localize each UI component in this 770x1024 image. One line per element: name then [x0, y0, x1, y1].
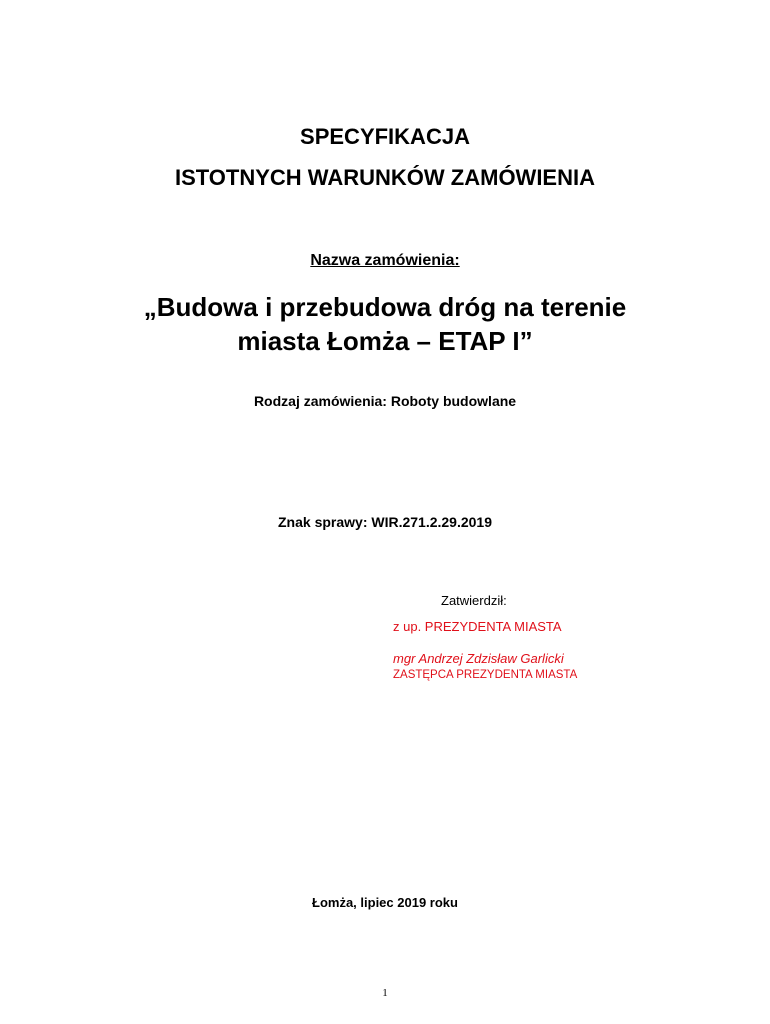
signatory-role: ZASTĘPCA PREZYDENTA MIASTA [393, 669, 578, 681]
order-type: Rodzaj zamówienia: Roboty budowlane [253, 393, 517, 409]
order-name-label: Nazwa zamówienia: [310, 252, 460, 269]
order-name [0, 290, 770, 358]
order-name-line-1: „Budowa i przebudowa dróg na terenie [143, 292, 627, 322]
document-title-line-2: ISTOTNYCH WARUNKÓW ZAMÓWIENIA [174, 165, 595, 190]
document-title-line-1: SPECYFIKACJA [300, 124, 470, 149]
order-name-line-2: miasta Łomża – ETAP I” [237, 326, 533, 356]
page-number: 1 [382, 987, 388, 999]
signatory-name: mgr Andrzej Zdzisław Garlicki [393, 651, 564, 666]
place-date: Łomża, lipiec 2019 roku [312, 895, 458, 910]
approved-by-label: Zatwierdził: [441, 593, 507, 608]
on-behalf-text: z up. PREZYDENTA MIASTA [393, 619, 562, 634]
case-number: Znak sprawy: WIR.271.2.29.2019 [278, 514, 492, 530]
